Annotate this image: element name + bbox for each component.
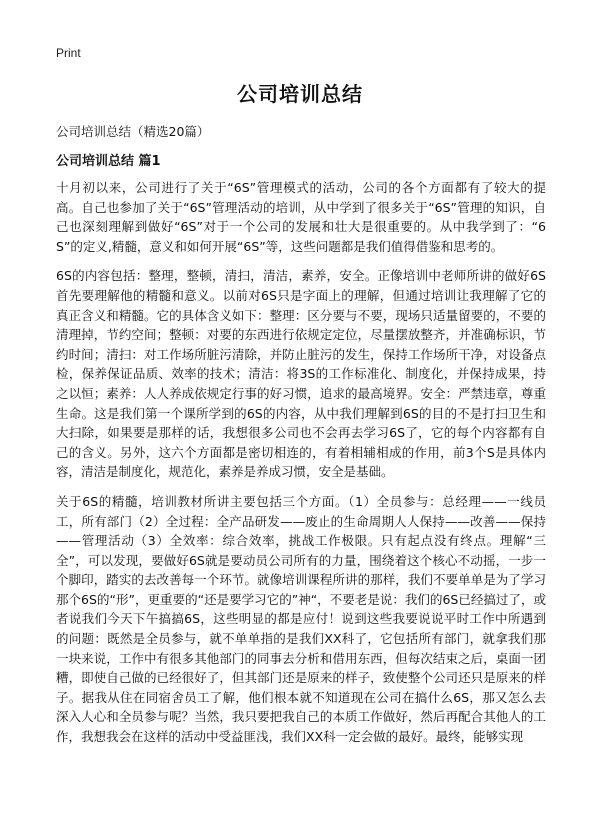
print-link[interactable]: Print	[56, 46, 81, 60]
page-title: 公司培训总结	[237, 82, 363, 106]
section-heading: 公司培训总结 篇1	[56, 154, 161, 169]
paragraph-2: 6S的内容包括：整理，整顿，清扫，清洁，素养，安全。正像培训中老师所讲的做好6S首先要理解他的精髓和意义。以前对6S只是字面上的理解，但通过培训让我理解了它的真正含义和精髓。它的具体含义如下：整理：区分要与不要，现场只适量留要的，不要的清理掉，节约空间；整顿：对要的东西进行依规定定位，尽量摆放整齐，并准确标识，节约时间；清扫：对工作场所脏污清除，并防止脏污的发生，保持工作场所干净，对设备点检，保养保证品质、效率的技术；清洁：将3S的工作标准化、制度化，并保持成果，持之以恒；素养：人人养成依规定行事的好习惯，追求的最高境界。安全：严禁违章，尊重生命。这是我们第一个课所学到的6S的内容，从中我们理解到6S的目的不是打扫卫生和大扫除，如果要是那样的话，我想很多公司也不会再去学习6S了，它的每个内容都有自己的含义。另外，这六个方面都是密切相连的，有着相辅相成的作用，前3个S是具体内容，清洁是制度化，规范化，素养是养成习惯，安全是基础。	[56, 268, 546, 480]
document-subtitle: 公司培训总结（精选20篇）	[56, 124, 210, 139]
article-body	[56, 178, 546, 757]
paragraph-1: 十月初以来，公司进行了关于“6S”管理模式的活动，公司的各个方面都有了较大的提高。自己也参加了关于“6S”管理活动的培训，从中学到了很多关于“6S”管理的知识，自己也深刻理解到做好“6S”对于一个公司的发展和壮大是很重要的。从中我学到了：“6S”的定义,精髓，意义和如何开展“6S”等，这些问题都是我们值得借鉴和思考的。	[56, 180, 546, 254]
paragraph-3: 关于6S的精髓，培训教材所讲主要包括三个方面。（1）全员参与：总经理——一线员工，所有部门（2）全过程：全产品研发——废止的生命周期人人保持——改善——保持——管理活动（3）全效率：综合效率，挑战工作极限。只有起点没有终点。理解“三全”，可以发现，要做好6S就是要动员公司所有的力量，围绕着这个核心不动摇，一步一个脚印，踏实的去改善每一个环节。就像培训课程所讲的那样，我们不要单单是为了学习那个6S的“形”，更重要的“还是要学习它的”神“，不要老是说：我们的6S已经搞过了，或者说我们今天下午搞搞6S，这些明显的都是应付！说到这些我要说说平时工作中所遇到的问题：既然是全员参与，就不单单指的是我们XX科了，它包括所有部门，就拿我们那一块来说，工作中有很多其他部门的同事去分析和借用东西，但每次结束之后，桌面一团糟，即使自己做的已经很好了，但其部门还是原来的样子，致使整个公司还只是原来的样子。据我从住在同宿舍员工了解，他们根本就不知道现在公司在搞什么6S，那又怎么去深入人心和全员参与呢？当然，我只要把我自己的本质工作做好，然后再配合其他人的工作，我想我会在这样的活动中受益匪浅，我们XX科一定会做的最好。最终，能够实现	[56, 493, 546, 745]
